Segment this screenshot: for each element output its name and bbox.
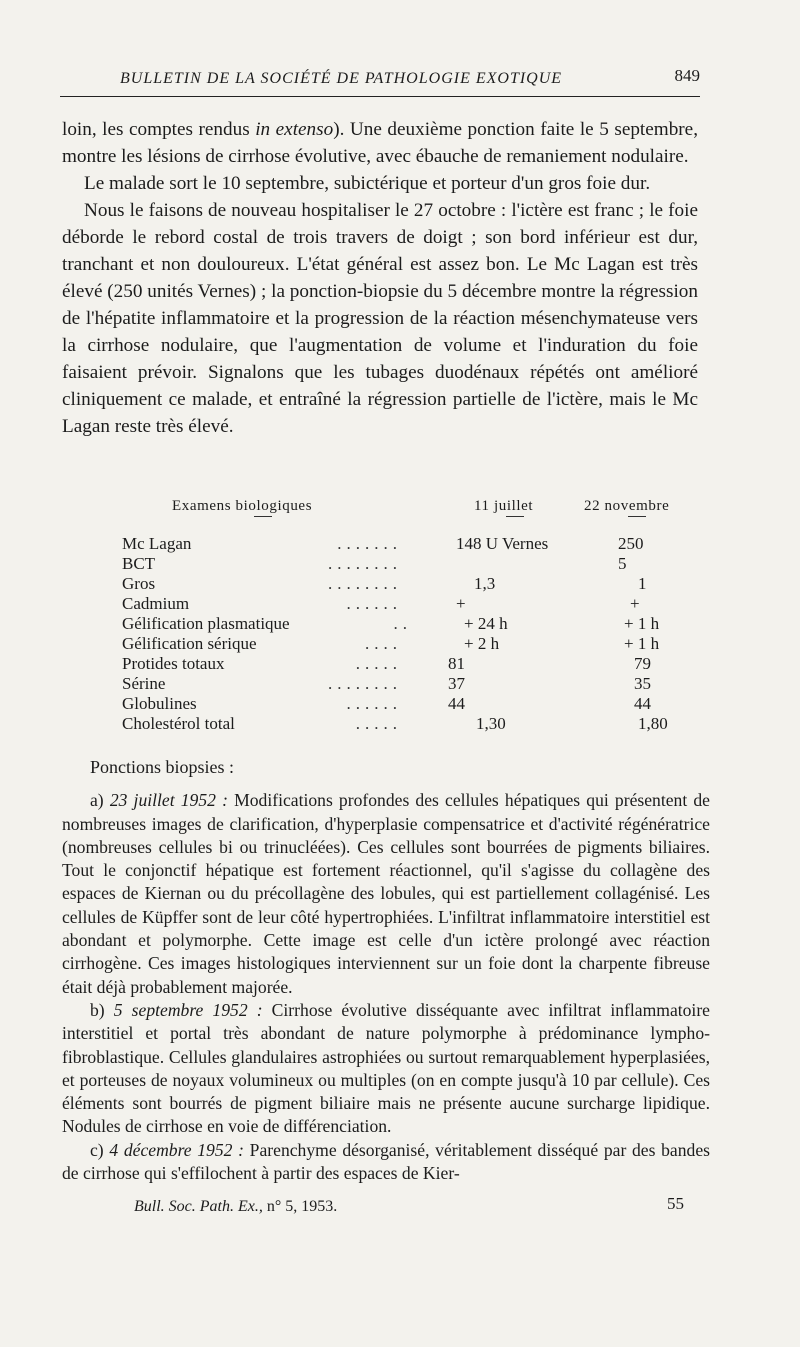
biopsies-title: Ponctions biopsies :	[90, 757, 235, 777]
table-row: ........ BCT 5	[122, 554, 627, 573]
table-row: ........ Gros 1,3 1	[122, 574, 647, 593]
journal-citation: Bull. Soc. Path. Ex., n° 5, 1953.	[134, 1198, 338, 1215]
biopsy-b-date: 5 septembre 1952 :	[113, 999, 263, 1020]
value-november: + 1 h	[624, 614, 660, 633]
row-label: Cholestérol total	[122, 714, 235, 733]
row-label: Gélification sérique	[122, 634, 257, 653]
value-july: 148 U Vernes	[456, 534, 549, 553]
row-label: Gélification plasmatique	[122, 614, 290, 633]
biopsies-section	[62, 756, 710, 1185]
journal-title: BULLETIN DE LA SOCIÉTÉ DE PATHOLOGIE EXOTIQUE	[120, 70, 563, 87]
value-july: +	[456, 594, 466, 613]
paragraph-1: loin, les comptes rendus in extenso). Une deuxième ponction faite le 5 septembre, montre les lésions de cirrhose évolutive, avec ébauche de remaniement nodulaire.	[62, 119, 698, 167]
table-row: ..... Cholestérol total 1,30 1,80	[122, 714, 668, 733]
table-row: ........ Sérine 37 35	[122, 674, 651, 693]
page-number: 849	[674, 66, 700, 85]
value-july: + 24 h	[464, 614, 508, 633]
row-label: BCT	[122, 554, 156, 573]
header-dash	[628, 516, 646, 517]
biopsy-a: a) 23 juillet 1952 : Modifications profondes des cellules hépatiques qui présentent de nombreuses images de clarification, d'hyperplasie compensatrice et d'activité régénératrice (nombreuses cellules bi ou trinucléées). Ces cellules sont bourrées de pigments biliaires. Tout le conjonctif hépatique est fortement réactionnel, qu'il s'agisse du collagène des espaces de Kiernan ou du précollagène des lobules, qui est partiellement collagénisé. Les cellules de Küpffer sont de leur côté hypertrophiées. L'infiltrat inflammatoire interstitiel est abondant et polymorphe. Cette image est celle d'un ictère prolongé avec réaction cirrhogène. Ces images histologiques interviennent sur un foie dont la charpente fibreuse était déjà probablement majorée.	[62, 790, 710, 997]
table-row: ...... Globulines 44 44	[122, 694, 651, 713]
value-november: +	[630, 594, 640, 613]
value-july: 44	[448, 694, 465, 713]
value-july: 37	[448, 674, 465, 693]
value-july: 1,30	[476, 714, 506, 733]
value-november: 5	[618, 554, 627, 573]
value-november: 1,80	[638, 714, 668, 733]
row-label: Protides totaux	[122, 654, 225, 673]
paragraph-2: Le malade sort le 10 septembre, subictérique et porteur d'un gros foie dur.	[84, 173, 651, 194]
value-july: 81	[448, 654, 465, 673]
row-label: Mc Lagan	[122, 534, 192, 553]
col-header-july: 11 juillet	[474, 498, 534, 514]
col-header-november: 22 novembre	[584, 498, 670, 514]
value-november: + 1 h	[624, 634, 660, 653]
biopsy-b: b) 5 septembre 1952 : Cirrhose évolutive disséquante avec infiltrat inflammatoire interstitiel et portal très abondant de nature polymorphe à prédominance lympho-fibroblastique. Cellules glandulaires astrophiées ou surtout remarquablement hyperplasiées, et porteuses de noyaux volumineux ou multiples (on en compte jusqu'à 10 par cellule). Ces éléments sont bourrés de pigment biliaire mais ne présente aucune surcharge lipidique. Nodules de cirrhose en voie de différenciation.	[62, 999, 710, 1137]
biopsy-c-date: 4 décembre 1952 :	[109, 1139, 244, 1160]
biopsy-c: c) 4 décembre 1952 : Parenchyme désorganisé, véritablement disséqué par des bandes de cirrhose qui s'effilochent à partir des espaces de Kier-	[62, 1139, 710, 1184]
value-july: 1,3	[474, 574, 496, 593]
header-dash	[506, 516, 524, 517]
value-july: + 2 h	[464, 634, 500, 653]
header-rule	[60, 96, 700, 97]
value-november: 44	[634, 694, 651, 713]
row-label: Globulines	[122, 694, 197, 713]
table-row: .. Gélification plasmatique + 24 h + 1 h	[122, 614, 660, 633]
signature-number: 55	[667, 1194, 684, 1213]
table-row: ...... Cadmium + +	[122, 594, 640, 613]
emphasis-in-extenso: in extenso	[255, 119, 334, 140]
table-row: ..... Protides totaux 81 79	[122, 654, 651, 673]
row-label: Cadmium	[122, 594, 190, 613]
row-label: Gros	[122, 574, 156, 593]
paragraph-3: Nous le faisons de nouveau hospitaliser le 27 octobre : l'ictère est franc ; le foie déborde le rebord costal de trois travers de doigt ; son bord inférieur est dur, tranchant et non douloureux. L'état général est assez bon. Le Mc Lagan est très élevé (250 unités Vernes) ; la ponction-biopsie du 5 décembre montre la régression de l'hépatite inflammatoire et la progression de la réaction mésenchymateuse vers la cirrhose nodulaire, que l'augmentation de volume et l'induration du foie faisaient prévoir. Signalons que les tubages duodénaux répétés ont amélioré cliniquement ce malade, et entraîné la régression partielle de l'ictère, mais le Mc Lagan reste très élevé.	[62, 200, 698, 437]
table-row: ....... Mc Lagan 148 U Vernes 250	[122, 534, 644, 553]
value-november: 250	[618, 534, 644, 553]
value-november: 35	[634, 674, 651, 693]
value-november: 79	[634, 654, 651, 673]
col-header-exams: Examens biologiques	[172, 498, 313, 514]
body-text	[62, 116, 698, 440]
biopsy-a-date: 23 juillet 1952 :	[109, 790, 228, 811]
table-row: .... Gélification sérique + 2 h + 1 h	[122, 634, 660, 653]
header-dash	[254, 516, 272, 517]
value-november: 1	[638, 574, 647, 593]
running-head	[60, 62, 700, 92]
row-label: Sérine	[122, 674, 166, 693]
